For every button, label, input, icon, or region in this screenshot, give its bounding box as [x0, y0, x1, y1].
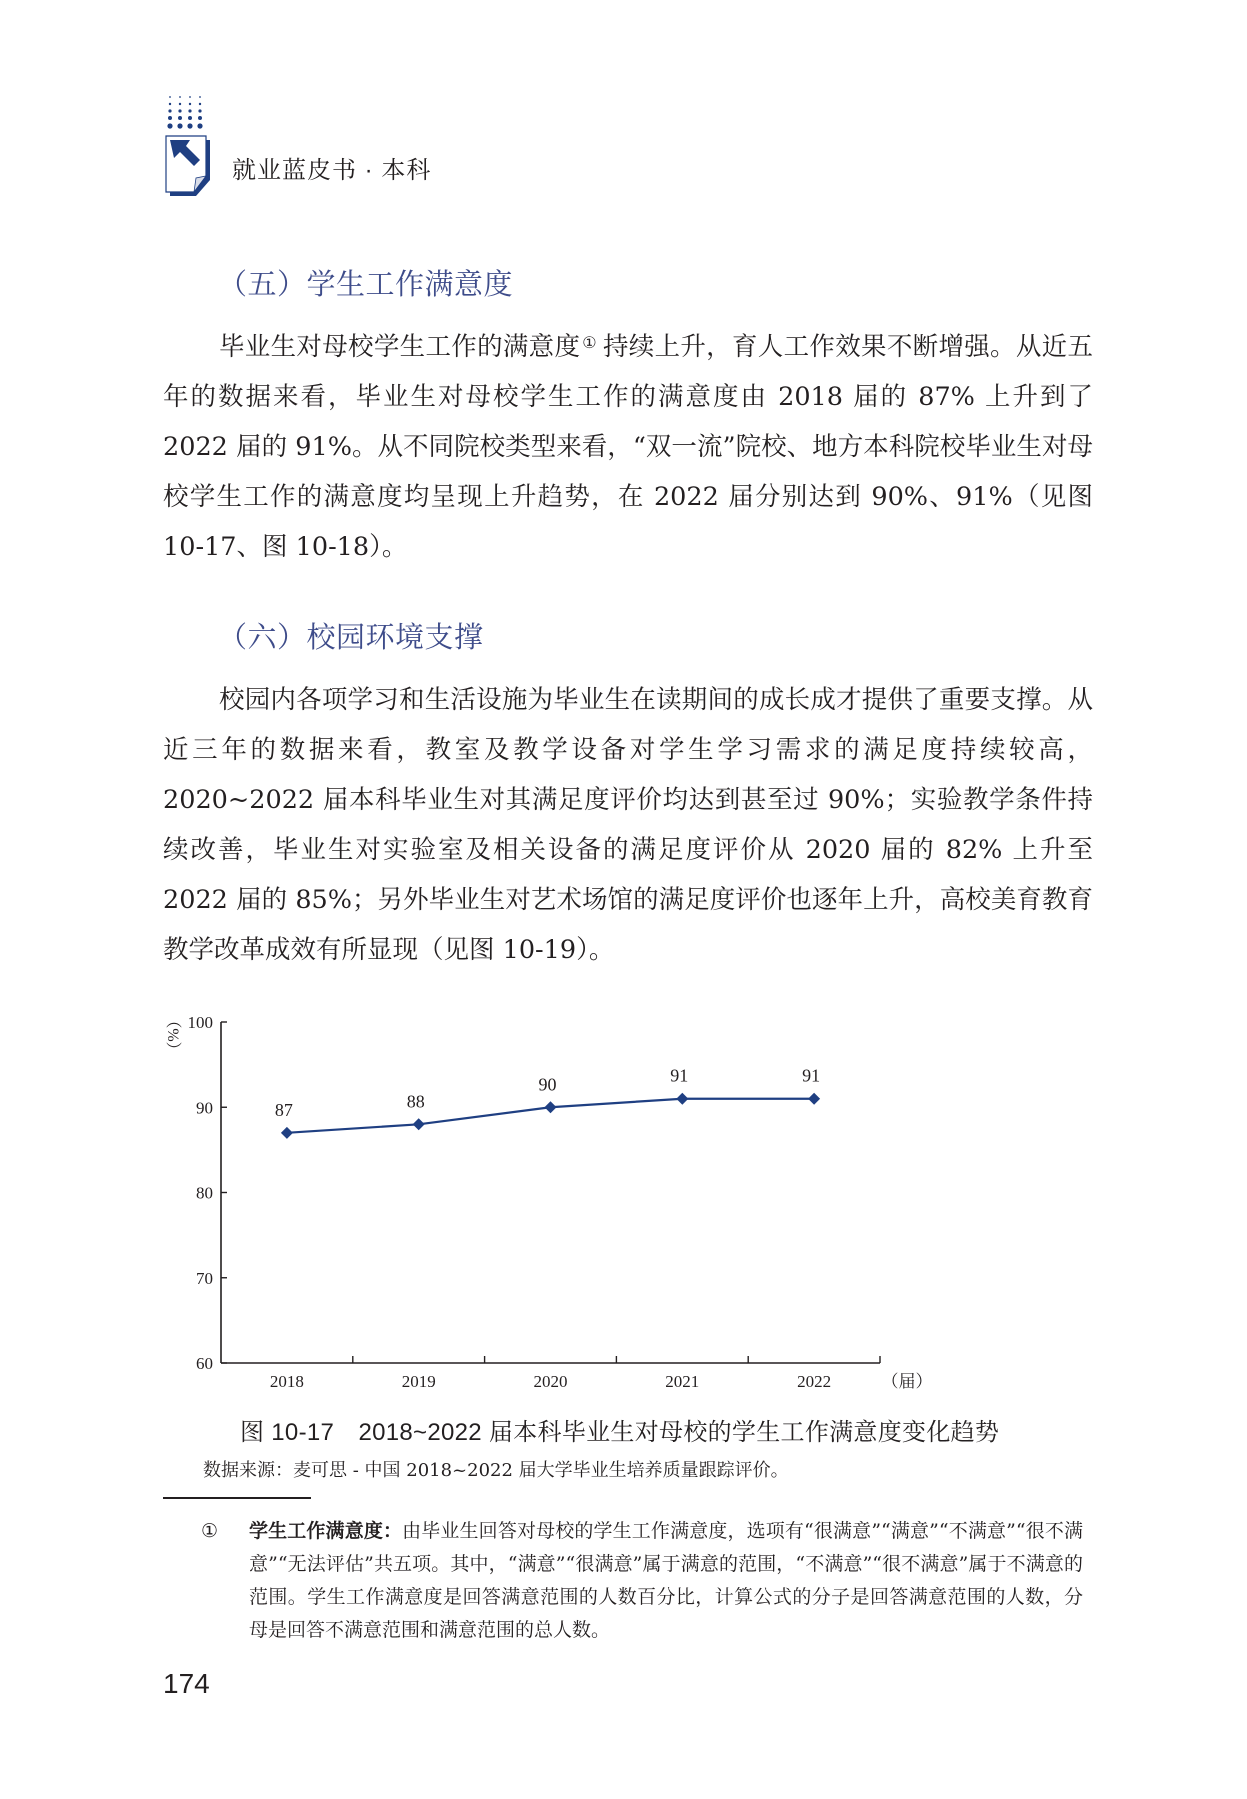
x-axis-label: （届） — [881, 1372, 933, 1391]
running-title: 就业蓝皮书 · 本科 — [232, 157, 432, 184]
diamond-marker — [808, 1093, 820, 1105]
diamond-marker — [676, 1093, 688, 1105]
line-chart — [164, 1005, 1100, 1400]
chart-series — [281, 1093, 820, 1139]
y-tick-label: 100 — [187, 1013, 213, 1032]
chart-axes — [221, 1022, 880, 1363]
footnote-reference[interactable]: ① — [582, 333, 597, 352]
data-label: 87 — [274, 1099, 293, 1120]
paragraph-text: 校园内各项学习和生活设施为毕业生在读期间的成长成才提供了重要支撑。从近三年的数据来看，教室及教学设备对学生学习需求的满足度持续较高，2020~2022 届本科毕业生对其满足度评价均达到甚至过 90%；实验教学条件持续改善，毕业生对实验室及相关设备的满足度评价从 2020 届的 82% 上升至 2022 届的 85%；另外毕业生对艺术场馆的满足度评价也逐年上升，高校美育教育教学改革成效有所显现（见图 10-19）。 — [163, 685, 1093, 965]
paragraph-campus-environment — [163, 675, 1093, 975]
y-axis-ticks — [164, 1012, 227, 1373]
data-label: 88 — [406, 1091, 425, 1112]
x-tick-label: 2019 — [401, 1372, 436, 1391]
y-tick-label: 70 — [196, 1268, 213, 1288]
y-tick-label: 80 — [196, 1183, 213, 1203]
footnote-mark: ① — [201, 1520, 219, 1542]
figure-caption: 图 10-17 2018~2022 届本科毕业生对母校的学生工作满意度变化趋势 — [240, 1419, 1000, 1446]
data-label: 90 — [538, 1074, 557, 1095]
diamond-marker — [281, 1127, 293, 1139]
footnote-term: 学生工作满意度： — [249, 1521, 403, 1542]
figure-source: 数据来源：麦可思 - 中国 2018~2022 届大学毕业生培养质量跟踪评价。 — [203, 1460, 789, 1481]
paragraph-student-work-satisfaction — [163, 322, 1093, 572]
section-heading-campus-environment: （六）校园环境支撑 — [218, 622, 484, 654]
paragraph-text: 持续上升，育人工作效果不断增强。从近五年的数据来看，毕业生对母校学生工作的满意度由 2018 届的 87% 上升到了 2022 届的 91%。从不同院校类型来看，“双一流”院校、地方本科院校毕业生对母校学生工作的满意度均呈现上升趋势，在 2022 届分别达到 90%、91%（见图 10-17、图 10-18）。 — [163, 332, 1093, 562]
footnote-divider — [163, 1497, 311, 1499]
y-tick-label: 90 — [196, 1098, 213, 1118]
book-corner-arrow-icon — [160, 92, 220, 202]
x-tick-label: 2018 — [269, 1372, 304, 1391]
footnote — [203, 1515, 1083, 1647]
footnote-text: 由毕业生回答对母校的学生工作满意度，选项有“很满意”“满意”“不满意”“很不满意”“无法评估”共五项。其中，“满意”“很满意”属于满意的范围，“不满意”“很不满意”属于不满意的范围。学生工作满意度是回答满意范围的人数百分比，计算公式的分子是回答满意范围的人数，分母是回答不满意范围和满意范围的总人数。 — [249, 1520, 1083, 1641]
data-label: 91 — [670, 1065, 689, 1086]
diamond-marker — [413, 1118, 425, 1130]
y-tick-label: 60 — [196, 1354, 213, 1373]
paragraph-text: 毕业生对母校学生工作的满意度 — [219, 332, 581, 362]
x-tick-label: 2020 — [533, 1372, 568, 1391]
y-axis-label: （%） — [164, 1012, 181, 1058]
diamond-marker — [545, 1101, 557, 1113]
data-labels — [275, 1066, 820, 1120]
page-number: 174 — [163, 1668, 210, 1699]
section-heading-student-work-satisfaction: （五）学生工作满意度 — [218, 269, 514, 301]
dot-grid-icon — [167, 96, 202, 129]
data-label: 91 — [802, 1065, 821, 1086]
x-tick-label: 2022 — [797, 1372, 832, 1391]
x-axis-ticks — [270, 1356, 933, 1391]
x-tick-label: 2021 — [665, 1372, 700, 1391]
